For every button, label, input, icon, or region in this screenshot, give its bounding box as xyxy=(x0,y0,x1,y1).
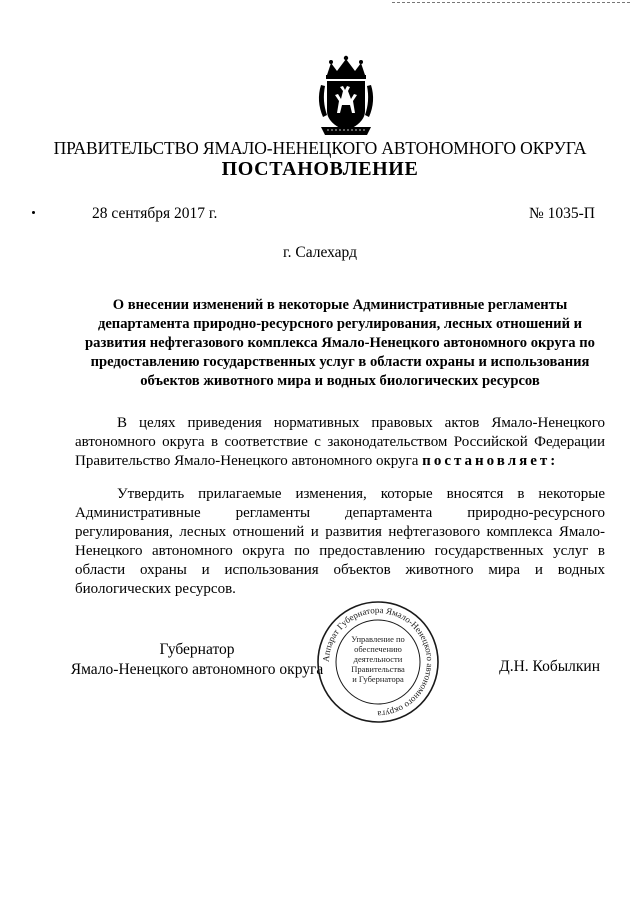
stamp-line: Правительства xyxy=(351,664,405,674)
stamp-line: деятельности xyxy=(353,654,403,664)
document-subject: О внесении изменений в некоторые Административные регламенты департамента природно-ресурсного регулирования, лесных отношений и развития нефтегазового комплекса Ямало-Ненецкого автономного округа по предоставлению государственных услуг в области охраны и использования объектов животного мира и водных биологических ресурсов xyxy=(85,297,595,389)
signatory-title-line2: Ямало-Ненецкого автономного округа xyxy=(70,661,324,678)
scan-top-mark xyxy=(392,2,630,3)
stamp-line: обеспечению xyxy=(354,644,402,654)
preamble-text: В целях приведения нормативных правовых актов Ямало-Ненецкого автономного округа в соответствие с законодательством Российской Федерации Правительство Ямало-Ненецкого автономного округа xyxy=(75,415,605,469)
scan-dot xyxy=(32,211,35,214)
preamble-paragraph xyxy=(75,414,605,471)
document-number: № 1035-П xyxy=(528,205,595,222)
stamp-line: Управление по xyxy=(351,634,405,644)
stamp-ring-text: Аппарат Губернатора Ямало-Ненецкого автономного округа xyxy=(320,604,436,720)
signatory-title-line1: Губернатор xyxy=(159,641,235,658)
resolution-paragraph: Утвердить прилагаемые изменения, которые вносятся в некоторые Административные регламенты департамента природно-ресурсного регулирования, лесных отношений и развития нефтегазового комплекса Ямало-Ненецкого автономного округа по предоставлению государственных услуг в области охраны и использования объектов животного мира и водных биологических ресурсов. xyxy=(75,486,605,597)
document-type: ПОСТАНОВЛЕНИЕ xyxy=(221,158,419,180)
document-date: 28 сентября 2017 г. xyxy=(92,205,218,222)
stamp-line: и Губернатора xyxy=(352,674,404,684)
stamp-center-text xyxy=(336,634,420,690)
government-title: ПРАВИТЕЛЬСТВО ЯМАЛО-НЕНЕЦКОГО АВТОНОМНОГО ОКРУГА xyxy=(53,138,587,158)
coat-of-arms-icon xyxy=(313,55,379,139)
signatory-name: Д.Н. Кобылкин xyxy=(499,658,600,675)
decree-word: постановляет: xyxy=(422,453,559,469)
document-city: г. Салехард xyxy=(283,244,357,261)
signatory-position xyxy=(66,640,328,680)
